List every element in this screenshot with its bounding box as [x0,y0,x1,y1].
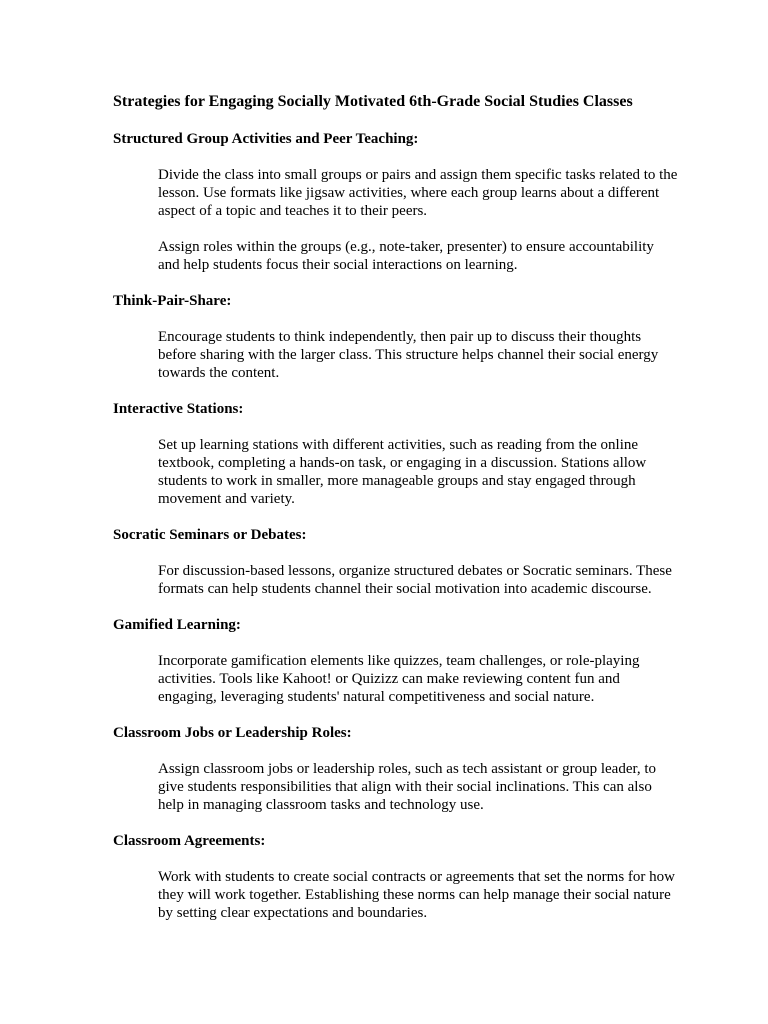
section-heading: Structured Group Activities and Peer Teaching: [113,131,419,147]
section-classroom-jobs [113,724,678,814]
section-structured-group-activities [113,130,678,274]
section-paragraph: Divide the class into small groups or pairs and assign them specific tasks related to the lesson. Use formats like jigsaw activities, where each group learns about a different aspect of a topic and teaches it to their peers. [158,167,678,219]
section-paragraph: Work with students to create social contracts or agreements that set the norms for how they will work together. Establishing these norms can help manage their social nature by setting clear expectations and boundaries. [158,869,675,921]
section-think-pair-share [113,292,678,382]
section-paragraph: Encourage students to think independently, then pair up to discuss their thoughts before sharing with the larger class. This structure helps channel their social energy towards the content. [158,329,659,381]
section-paragraph: Assign classroom jobs or leadership roles, such as tech assistant or group leader, to give students responsibilities that align with their social inclinations. This can also help in managing classroom tasks and technology use. [158,761,657,813]
section-gamified-learning [113,616,678,706]
section-paragraph: Assign roles within the groups (e.g., note-taker, presenter) to ensure accountability and help students focus their social interactions on learning. [158,239,654,273]
section-heading: Think-Pair-Share: [113,293,232,309]
section-paragraph: Incorporate gamification elements like quizzes, team challenges, or role-playing activities. Tools like Kahoot! or Quizizz can make reviewing content fun and engaging, leveraging students' natural competitiveness and social nature. [158,653,640,705]
section-paragraph: Set up learning stations with different activities, such as reading from the online textbook, completing a hands-on task, or engaging in a discussion. Stations allow students to work in smaller, more manageable groups and stay engaged through movement and variety. [158,437,647,507]
section-heading: Interactive Stations: [113,401,244,417]
section-heading: Gamified Learning: [113,617,241,633]
section-heading: Classroom Jobs or Leadership Roles: [113,725,352,741]
section-heading: Socratic Seminars or Debates: [113,527,307,543]
section-heading: Classroom Agreements: [113,833,266,849]
document-page [113,92,678,940]
section-classroom-agreements [113,832,678,922]
section-interactive-stations [113,400,678,508]
section-socratic-seminars [113,526,678,598]
section-paragraph: For discussion-based lessons, organize structured debates or Socratic seminars. These formats can help students channel their social motivation into academic discourse. [158,563,672,597]
document-title: Strategies for Engaging Socially Motivated 6th-Grade Social Studies Classes [113,93,633,110]
